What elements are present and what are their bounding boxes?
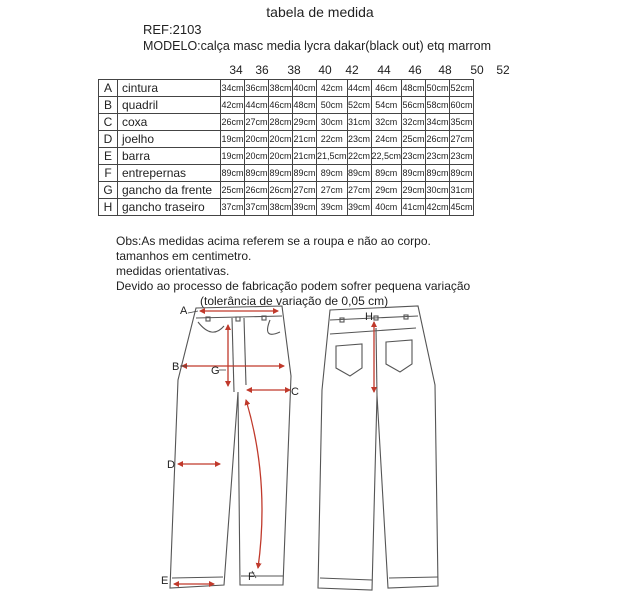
size-label: 38 bbox=[287, 63, 301, 77]
measure-value: 31cm bbox=[347, 114, 371, 131]
measure-name: cintura bbox=[118, 80, 221, 97]
reference-code: REF:2103 bbox=[143, 22, 202, 37]
page-title: tabela de medida bbox=[266, 4, 374, 20]
measure-value: 21cm bbox=[293, 148, 317, 165]
measure-name: coxa bbox=[118, 114, 221, 131]
measure-value: 60cm bbox=[450, 97, 474, 114]
measure-value: 34cm bbox=[221, 80, 245, 97]
back-pants-outline bbox=[318, 306, 438, 590]
label-h: H bbox=[365, 311, 373, 323]
size-label: 52 bbox=[496, 63, 510, 77]
measure-value: 37cm bbox=[221, 199, 245, 216]
measure-line-f bbox=[246, 400, 262, 568]
measure-value: 27cm bbox=[450, 131, 474, 148]
measure-value: 40cm bbox=[371, 199, 402, 216]
measure-value: 26cm bbox=[269, 182, 293, 199]
measure-value: 41cm bbox=[402, 199, 426, 216]
row-letter: H bbox=[99, 199, 118, 216]
measure-value: 45cm bbox=[450, 199, 474, 216]
measure-value: 21,5cm bbox=[317, 148, 348, 165]
size-label: 34 bbox=[229, 63, 243, 77]
measure-value: 50cm bbox=[317, 97, 348, 114]
row-letter: D bbox=[99, 131, 118, 148]
measure-value: 38cm bbox=[269, 199, 293, 216]
measure-value: 23cm bbox=[450, 148, 474, 165]
measure-value: 26cm bbox=[221, 114, 245, 131]
size-label: 44 bbox=[377, 63, 391, 77]
measure-name: entrepernas bbox=[118, 165, 221, 182]
measure-value: 52cm bbox=[347, 97, 371, 114]
measure-value: 21cm bbox=[293, 131, 317, 148]
measure-value: 27cm bbox=[347, 182, 371, 199]
measure-value: 27cm bbox=[317, 182, 348, 199]
measure-value: 48cm bbox=[293, 97, 317, 114]
row-letter: A bbox=[99, 80, 118, 97]
measure-value: 32cm bbox=[371, 114, 402, 131]
measure-value: 89cm bbox=[269, 165, 293, 182]
measure-value: 89cm bbox=[347, 165, 371, 182]
measure-value: 24cm bbox=[371, 131, 402, 148]
measure-name: barra bbox=[118, 148, 221, 165]
label-f: F bbox=[248, 571, 255, 583]
measure-value: 44cm bbox=[347, 80, 371, 97]
measure-value: 27cm bbox=[293, 182, 317, 199]
measure-value: 40cm bbox=[293, 80, 317, 97]
measure-value: 89cm bbox=[317, 165, 348, 182]
measure-value: 23cm bbox=[426, 148, 450, 165]
measure-value: 44cm bbox=[245, 97, 269, 114]
measure-value: 56cm bbox=[402, 97, 426, 114]
measure-value: 23cm bbox=[402, 148, 426, 165]
measure-value: 30cm bbox=[317, 114, 348, 131]
measure-value: 29cm bbox=[402, 182, 426, 199]
measure-value: 19cm bbox=[221, 131, 245, 148]
measure-value: 22cm bbox=[317, 131, 348, 148]
row-letter: B bbox=[99, 97, 118, 114]
label-b: B bbox=[172, 361, 180, 373]
measure-name: joelho bbox=[118, 131, 221, 148]
size-label: 40 bbox=[318, 63, 332, 77]
measure-value: 28cm bbox=[269, 114, 293, 131]
measure-name: gancho traseiro bbox=[118, 199, 221, 216]
obs-line: tamanhos em centimetro. bbox=[116, 249, 252, 263]
size-label: 50 bbox=[470, 63, 484, 77]
measure-value: 50cm bbox=[426, 80, 450, 97]
measure-value: 58cm bbox=[426, 97, 450, 114]
measure-value: 23cm bbox=[347, 131, 371, 148]
measure-value: 89cm bbox=[371, 165, 402, 182]
measure-value: 20cm bbox=[269, 148, 293, 165]
measure-value: 20cm bbox=[269, 131, 293, 148]
measure-value: 39cm bbox=[317, 199, 348, 216]
label-e: E bbox=[161, 575, 169, 587]
size-label: 36 bbox=[255, 63, 269, 77]
model-description: MODELO:calça masc media lycra dakar(black out) etq marrom bbox=[143, 39, 492, 53]
measure-value: 42cm bbox=[426, 199, 450, 216]
measure-value: 32cm bbox=[402, 114, 426, 131]
measure-value: 20cm bbox=[245, 148, 269, 165]
size-label: 46 bbox=[408, 63, 422, 77]
measure-value: 89cm bbox=[221, 165, 245, 182]
front-pants-outline bbox=[170, 306, 291, 588]
diagram-labels bbox=[161, 305, 373, 587]
label-d: D bbox=[167, 459, 175, 471]
measure-value: 25cm bbox=[402, 131, 426, 148]
measurement-lines bbox=[174, 311, 374, 584]
measure-value: 46cm bbox=[371, 80, 402, 97]
label-c: C bbox=[291, 386, 299, 398]
measure-value: 27cm bbox=[245, 114, 269, 131]
measure-value: 42cm bbox=[221, 97, 245, 114]
measure-value: 48cm bbox=[402, 80, 426, 97]
measure-value: 38cm bbox=[269, 80, 293, 97]
row-letter: F bbox=[99, 165, 118, 182]
measure-value: 89cm bbox=[293, 165, 317, 182]
measure-value: 36cm bbox=[245, 80, 269, 97]
obs-line: Obs:As medidas acima referem se a roupa e não ao corpo. bbox=[116, 234, 431, 248]
row-letter: G bbox=[99, 182, 118, 199]
obs-line: medidas orientativas. bbox=[116, 264, 230, 278]
measure-value: 26cm bbox=[245, 182, 269, 199]
measure-value: 52cm bbox=[450, 80, 474, 97]
measure-value: 42cm bbox=[317, 80, 348, 97]
measure-name: gancho da frente bbox=[118, 182, 221, 199]
measure-value: 20cm bbox=[245, 131, 269, 148]
label-a: A bbox=[180, 305, 188, 317]
measure-value: 26cm bbox=[426, 131, 450, 148]
obs-line: Devido ao processo de fabricação podem sofrer pequena variação bbox=[116, 279, 471, 293]
size-label: 48 bbox=[438, 63, 452, 77]
measure-value: 30cm bbox=[426, 182, 450, 199]
size-label: 42 bbox=[345, 63, 359, 77]
measure-value: 25cm bbox=[221, 182, 245, 199]
measure-value: 29cm bbox=[293, 114, 317, 131]
row-letter: C bbox=[99, 114, 118, 131]
measure-value: 29cm bbox=[371, 182, 402, 199]
measure-value: 31cm bbox=[450, 182, 474, 199]
measure-value: 89cm bbox=[402, 165, 426, 182]
measure-value: 22cm bbox=[347, 148, 371, 165]
measure-value: 34cm bbox=[426, 114, 450, 131]
measure-value: 46cm bbox=[269, 97, 293, 114]
measure-value: 22,5cm bbox=[371, 148, 402, 165]
measure-value: 89cm bbox=[450, 165, 474, 182]
measure-value: 35cm bbox=[450, 114, 474, 131]
measure-value: 54cm bbox=[371, 97, 402, 114]
measure-value: 89cm bbox=[426, 165, 450, 182]
measure-value: 37cm bbox=[245, 199, 269, 216]
measure-value: 89cm bbox=[245, 165, 269, 182]
row-letter: E bbox=[99, 148, 118, 165]
tolerance-note: (tolerância de variação de 0,05 cm) bbox=[200, 294, 389, 308]
measure-value: 39cm bbox=[293, 199, 317, 216]
label-g: G bbox=[211, 365, 220, 377]
measure-name: quadril bbox=[118, 97, 221, 114]
measure-value: 39cm bbox=[347, 199, 371, 216]
measure-value: 19cm bbox=[221, 148, 245, 165]
